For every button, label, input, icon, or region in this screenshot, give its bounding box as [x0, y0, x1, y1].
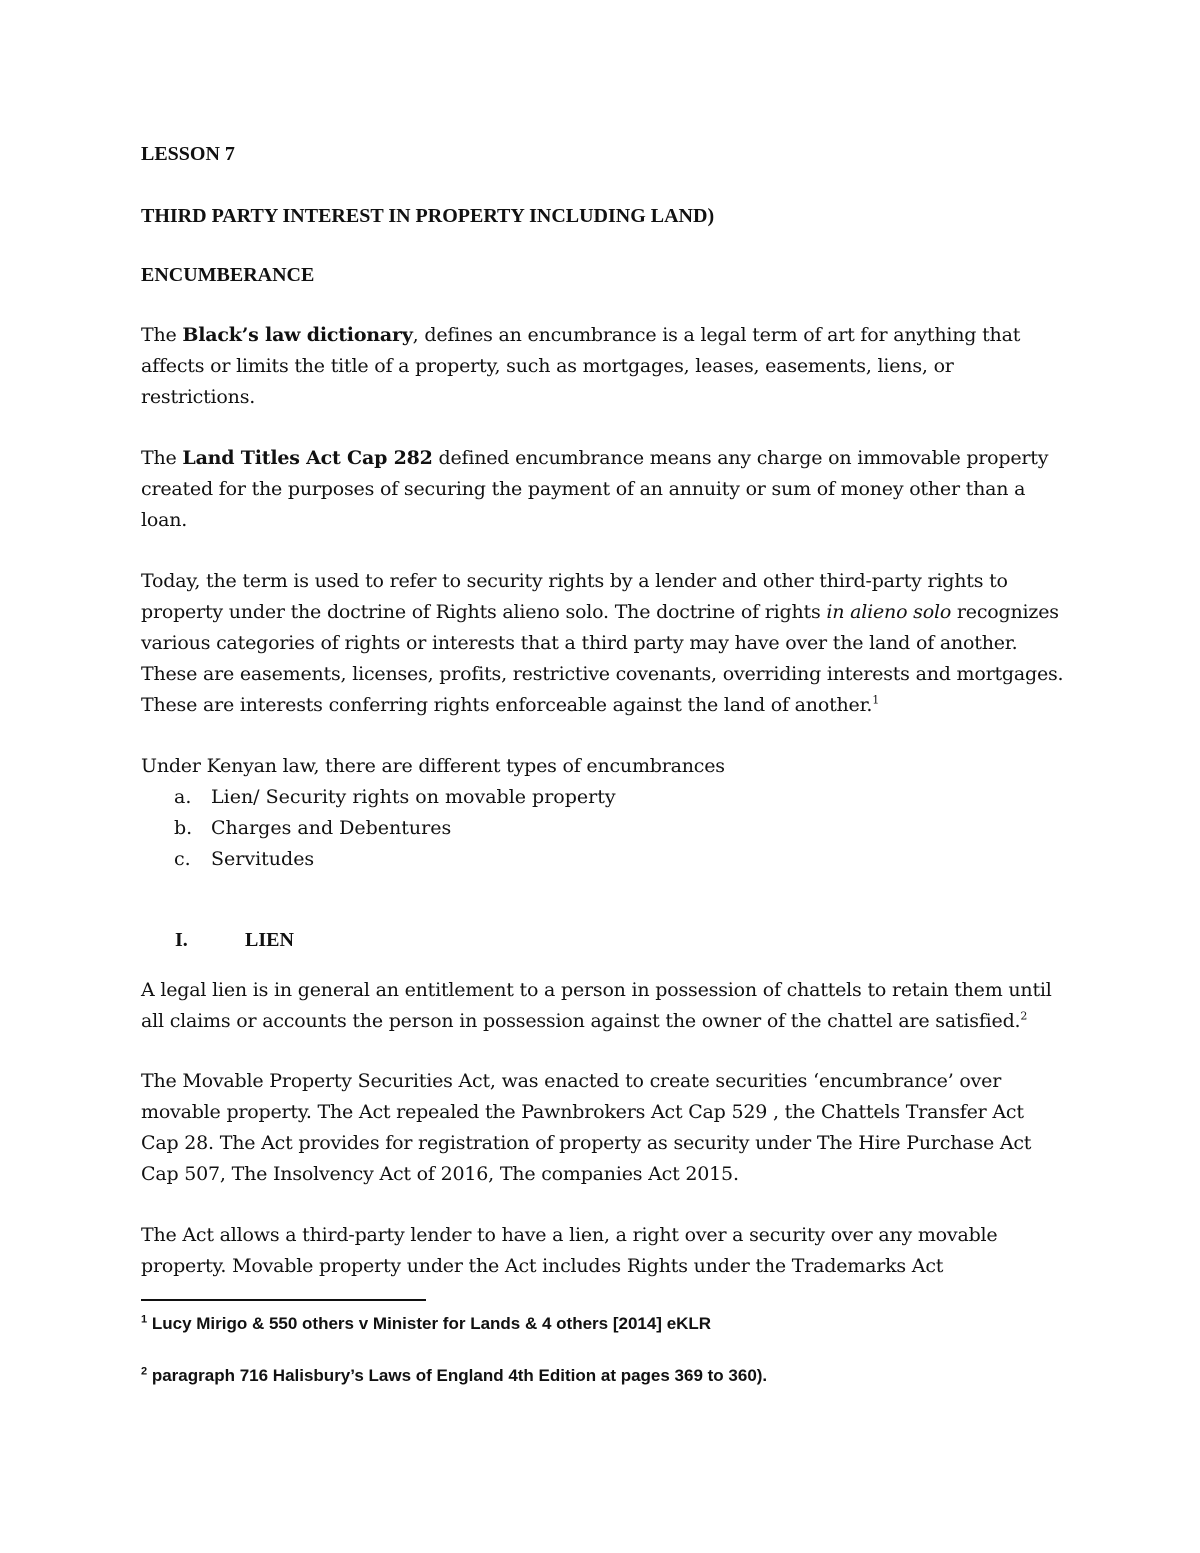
section-number: I.: [175, 929, 188, 951]
bold-term-blacks-law-dictionary: Black’s law dictionary: [182, 324, 413, 346]
topic-title: THIRD PARTY INTEREST IN PROPERTY INCLUDING LAND): [141, 205, 715, 227]
italic-term-in-alieno-solo: in alieno solo: [826, 601, 952, 623]
paragraph-land-titles-act-definition: The Land Titles Act Cap 282 defined encumbrance means any charge on immovable property created for the purposes of securing the payment of an annuity or sum of money other than a loan.: [141, 447, 1049, 531]
document-page: LESSON 7 THIRD PARTY INTEREST IN PROPERTY INCLUDING LAND) ENCUMBERANCE The Black’s law dictionary, defines an encumbrance is a legal term of art for anything that affects or limits the title of a property, such as mortgages, leases, easements, liens, or restrictions. The Land Titles Act Cap 282 defined encumbrance means any charge on immovable property created for the purposes of securing the payment of an annuity or sum of money other than a loan. Today, the term is used to refer to security rights by a lender and other third-party rights to property under the doctrine of Rights alieno solo. The doctrine of rights in alieno solo recognizes various categories of rights or interests that a third party may have over the land of another. These are easements, licenses, profits, restrictive covenants, overriding interests and mortgages. These are interests conferring rights enforceable against the land of another.$^1$ Under Kenyan law, there are different types of encumbrances a. Lien/ Security rights on movable property b. Charges and Debentures c. Servitudes I. LIEN A legal lien is in general an entitlement to a person in possession of chattels to retain them until all claims or accounts the person in possession against the owner of the chattel are satisfied.$^2$ The Movable Property Securities Act, was enacted to create securities ‘encumbrance’ over movable property. The Act repealed the Pawnbrokers Act Cap 529 , the Chattels Transfer Act Cap 28. The Act provides for registration of property as security under The Hire Purchase Act Cap 507, The Insolvency Act of 2016, The companies Act 2015. The Act allows a third-party lender to have a lien, a right over a security over any movable property. Movable property under the Act includes Rights under the Trademarks Act $^1$ Lucy Mirigo & 550 others v Minister for Lands & 4 others [2014] eKLR $^2$ paragraph 716 Halisbury’s Laws of England 4th Edition at pages 369 to 360).: [0, 0, 1200, 1553]
bold-term-land-titles-act: Land Titles Act Cap 282: [182, 447, 433, 469]
paragraph-blacks-law-definition: The Black’s law dictionary, defines an encumbrance is a legal term of art for anything that affects or limits the title of a property, such as mortgages, leases, easements, liens, or restrictions.: [141, 324, 1021, 408]
paragraph-legal-lien: A legal lien is in general an entitlement to a person in possession of chattels to retain them until all claims or accounts the person in possession against the owner of the chattel are satisfied.$^2$: [141, 979, 1052, 1032]
footnote-1: $^1$ Lucy Mirigo & 550 others v Minister for Lands & 4 others [2014] eKLR: [141, 1313, 712, 1333]
paragraph-third-party-lender: The Act allows a third-party lender to have a lien, a right over a security over any movable property. Movable property under the Act includes Rights under the Trademarks Act: [141, 1224, 998, 1277]
lesson-title: LESSON 7: [141, 143, 235, 165]
paragraph-rights-alieno-solo: Today, the term is used to refer to security rights by a lender and other third-party rights to property under the doctrine of Rights alieno solo. The doctrine of rights in alieno solo recognizes various categories of rights or interests that a third party may have over the land of another. These are easements, licenses, profits, restrictive covenants, overriding interests and mortgages. These are interests conferring rights enforceable against the land of another.$^1$: [141, 570, 1064, 716]
section-heading-encumberance: ENCUMBERANCE: [141, 264, 315, 286]
footnote-ref-2[interactable]: 2: [1020, 1009, 1028, 1023]
footnote-ref-1[interactable]: 1: [872, 693, 880, 707]
footnote-separator: [141, 1299, 426, 1301]
section-heading-lien: [0, 924, 1200, 956]
footnote-2: $^2$ paragraph 716 Halisbury’s Laws of England 4th Edition at pages 369 to 360).: [141, 1365, 768, 1385]
paragraph-movable-property-securities-act: The Movable Property Securities Act, was enacted to create securities ‘encumbrance’ over movable property. The Act repealed the Pawnbrokers Act Cap 529 , the Chattels Transfer Act Cap 28. The Act provides for registration of property as security under The Hire Purchase Act Cap 507, The Insolvency Act of 2016, The companies Act 2015.: [141, 1070, 1032, 1185]
types-intro: Under Kenyan law, there are different types of encumbrances: [141, 755, 725, 777]
section-title: LIEN: [245, 929, 294, 951]
